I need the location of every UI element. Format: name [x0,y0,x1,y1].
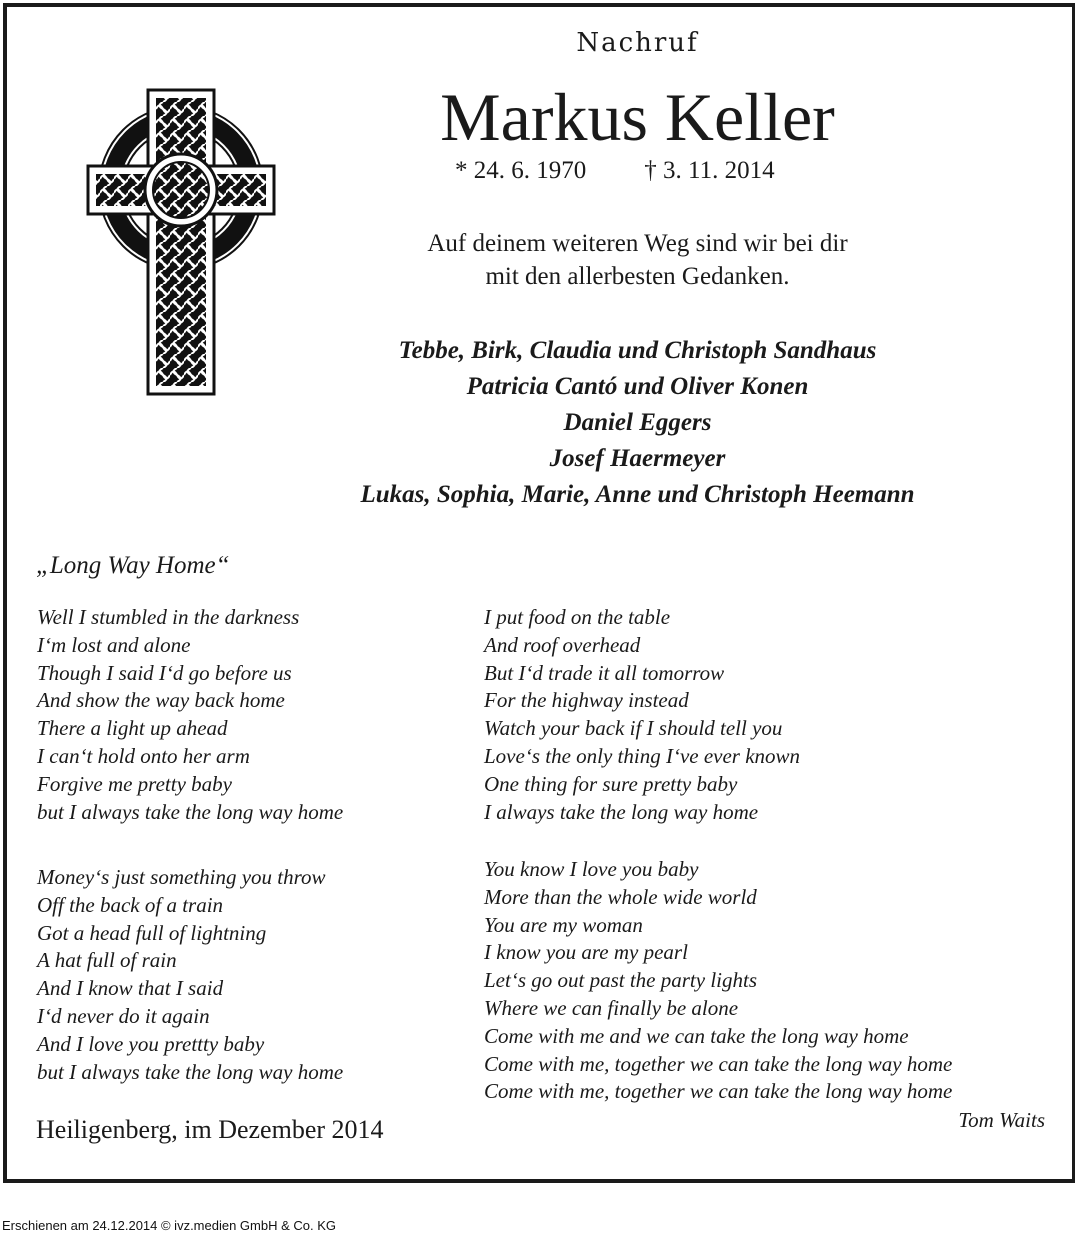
deceased-name: Markus Keller [440,79,835,155]
lyric-line: Come with me and we can take the long way home [484,1023,909,1048]
verse-line: mit den allerbesten Gedanken. [485,263,790,290]
lyric-line: I put food on the table [484,605,671,629]
lyric-line: Though I said I‘d go before us [37,660,292,685]
song-title: „Long Way Home“ [36,552,230,579]
birth-date: * 24. 6. 1970 [455,157,587,184]
lyric-line: And I know that I said [37,976,224,1001]
lyrics-stanza [37,604,343,826]
lyric-line: Forgive me pretty baby [37,771,232,796]
lyric-line: You are my woman [484,912,643,937]
lyric-line: Come with me, together we can take the long way home [484,1051,953,1076]
life-dates [455,157,775,185]
lyric-line: but I always take the long way home [37,799,344,824]
lyric-line: I always take the long way home [484,799,759,824]
song-author: Tom Waits [958,1108,1045,1132]
lyric-line: Got a head full of lightning [37,920,267,945]
mourner-line: Tebbe, Birk, Claudia und Christoph Sandhaus [398,337,877,364]
lyric-line: but I always take the long way home [37,1059,344,1084]
lyric-line: More than the whole wide world [484,884,757,909]
lyric-line: Let‘s go out past the party lights [484,968,757,993]
lyric-line: And I love you prettty baby [37,1031,265,1056]
place-date: Heiligenberg, im Dezember 2014 [36,1115,384,1144]
lyrics-stanza [484,604,800,826]
lyric-line: Love‘s the only thing I‘ve ever known [484,743,801,768]
publication-footer: Erschienen am 24.12.2014 © ivz.medien GmbH & Co. KG [2,1218,337,1233]
obituary-heading: Nachruf [576,28,699,58]
lyric-line: Off the back of a train [37,892,224,917]
lyrics-stanza [37,864,343,1086]
lyric-line: Money‘s just something you throw [37,865,326,889]
lyric-line: I can‘t hold onto her arm [37,743,250,768]
verse-line: Auf deinem weiteren Weg sind wir bei dir [427,230,848,257]
death-date: † 3. 11. 2014 [644,157,775,184]
lyric-line: And show the way back home [37,688,285,713]
lyrics-stanza [484,856,952,1106]
lyric-line: But I‘d trade it all tomorrow [484,660,725,685]
lyric-line: For the highway instead [484,688,689,713]
mourner-line: Daniel Eggers [563,409,712,436]
lyric-line: I‘d never do it again [37,1003,210,1028]
lyric-line: Come with me, together we can take the long way home [484,1079,953,1104]
mourner-line: Lukas, Sophia, Marie, Anne und Christoph Heemann [360,481,915,508]
lyric-line: One thing for sure pretty baby [484,771,738,796]
mourners-list [0,333,1075,513]
lyric-line: There a light up ahead [37,716,228,741]
lyric-line: Well I stumbled in the darkness [37,605,300,629]
lyric-line: Watch your back if I should tell you [484,716,783,741]
lyric-line: Where we can finally be alone [484,995,739,1020]
lyric-line: You know I love you baby [484,857,699,881]
mourner-line: Josef Haermeyer [549,445,726,472]
lyric-line: And roof overhead [484,632,641,657]
mourner-line: Patricia Cantó und Oliver Konen [466,373,809,400]
memorial-verse [0,227,1075,293]
lyric-line: A hat full of rain [37,948,177,973]
lyric-line: I‘m lost and alone [37,632,191,657]
lyric-line: I know you are my pearl [484,940,688,965]
